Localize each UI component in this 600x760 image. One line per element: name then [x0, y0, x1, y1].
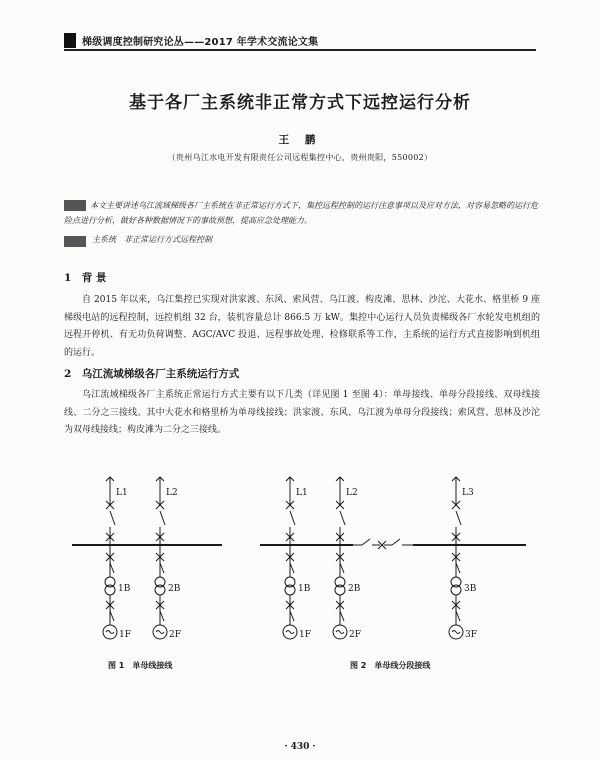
series-title: 梯级调度控制研究论丛——2017 年学术交流论文集 [82, 37, 319, 48]
unit-branch-3 [449, 545, 463, 639]
page-number: · 430 · [284, 742, 316, 752]
transformer-label: 1B [298, 584, 311, 594]
transformer-label: 2B [168, 584, 181, 594]
header-marker [64, 33, 76, 48]
transformer-label: 1B [118, 584, 131, 594]
section-1-body: 自 2015 年以来，乌江集控已实现对洪家渡、东风、索风营、乌江渡、构皮滩、思林、沙沱、大花水、格里桥 9 座梯级电站的远程控制，远控机组 32 台，装机容量总计 866.5 万 kW。集控中心运行人员负责梯级各厂水轮发电机组的远程开停机、有无功负荷调整、AGC/AVC 投退、远程事故处理、检修联系等工作，主系统的运行方式直接影响到机组的运行。 [64, 295, 540, 358]
feeder-line-3 [452, 477, 461, 545]
keywords-text: 主系统 非正常运行方式远程控制 [92, 235, 212, 244]
section-2-body: 乌江流域梯级各厂主系统正常运行方式主要有以下几类（详见图 1 至图 4）：单母接线、单母分段接线、双母线接线、二分之三接线。其中大花水和格里桥为单母线接线；洪家渡、东风、乌江渡为单母分段接线；索风营、思林及沙沱为双母线接线；构皮滩为二分之三接线。 [64, 390, 540, 436]
line-label: L1 [116, 488, 128, 498]
line-label: L2 [346, 488, 358, 498]
feeder-line-2 [336, 477, 345, 545]
line-label: L1 [296, 488, 308, 498]
bus-tie-switch [353, 539, 413, 549]
line-label: L2 [166, 488, 178, 498]
transformer-label: 2B [348, 584, 361, 594]
generator-label: 1F [299, 630, 311, 640]
article-title: 基于各厂主系统非正常方式下远控运行分析 [129, 93, 471, 113]
abstract-text: 本文主要讲述乌江流域梯级各厂主系统在非正常运行方式下，集控远程控制的运行注意事项以及应对方法，对容易忽略的运行危险点进行分析，做好各种数据情况下的事故预想，提高应急处理能力。 [64, 201, 538, 225]
generator-label: 1F [119, 630, 131, 640]
line-label: L3 [462, 488, 474, 498]
figure-2-caption: 图 2 单母线分段接线 [350, 661, 431, 670]
author: 王 鹏 [278, 134, 322, 146]
section-2-heading: 2 乌江流域梯级各厂主系统运行方式 [64, 368, 240, 380]
generator-label: 2F [349, 630, 361, 640]
figure-2-diagram [258, 475, 528, 655]
feeder-line-1 [106, 477, 115, 545]
feeder-line-1 [286, 477, 295, 545]
figure-1-caption: 图 1 单母线接线 [108, 661, 173, 670]
transformer-label: 3B [464, 584, 477, 594]
feeder-line-2 [156, 477, 165, 545]
unit-branch-2 [153, 545, 167, 639]
figure-1-diagram [72, 475, 222, 655]
unit-branch-2 [333, 545, 347, 639]
affiliation: （贵州乌江水电开发有限责任公司远程集控中心，贵州贵阳，550002） [167, 153, 433, 162]
section-1-heading: 1 背 景 [64, 272, 107, 284]
header-rule [64, 49, 536, 51]
keywords-label [64, 236, 86, 247]
generator-label: 3F [465, 630, 477, 640]
unit-branch-1 [103, 545, 117, 639]
unit-branch-1 [283, 545, 297, 639]
generator-label: 2F [169, 630, 181, 640]
